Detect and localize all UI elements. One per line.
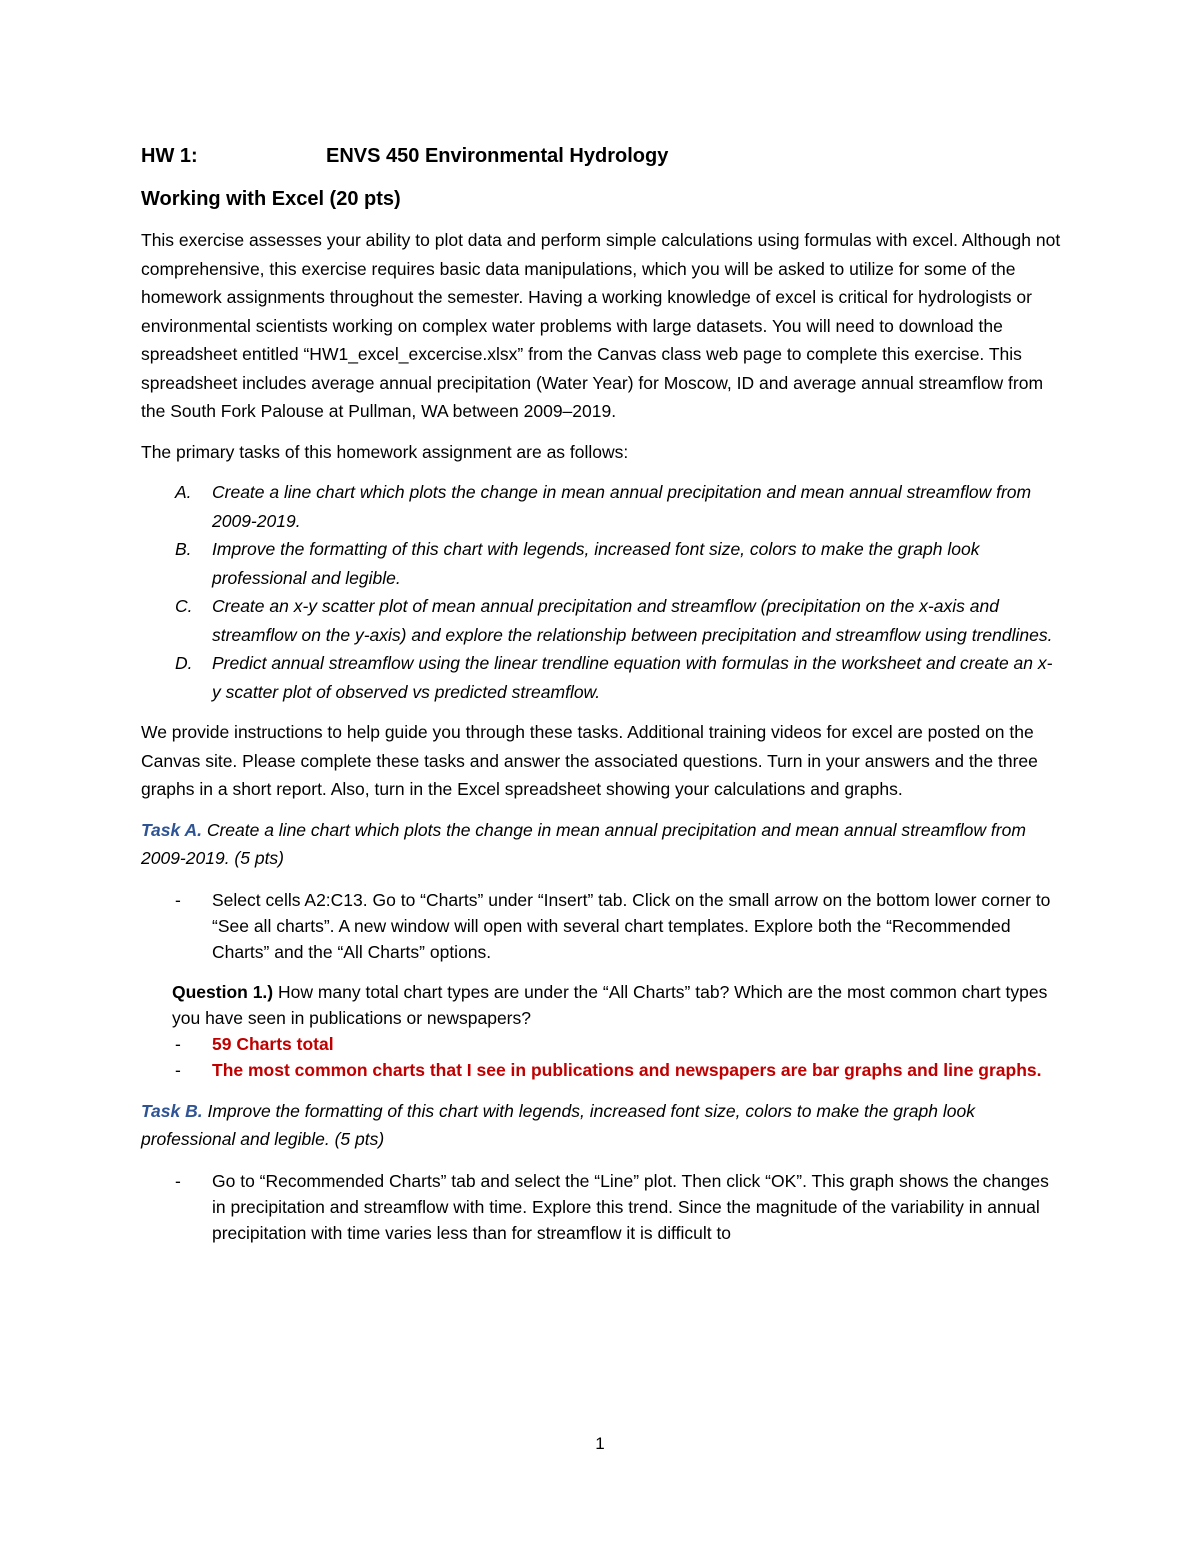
- intro-paragraph: This exercise assesses your ability to plot data and perform simple calculations using formulas with excel. Although not comprehensive, this exercise requires basic data manipulations, which you will be asked to utilize for some of the homework assignments throughout the semester. Having a working knowledge of excel is critical for hydrologists or environmental scientists working on complex water problems with large datasets. You will need to download the spreadsheet entitled “HW1_excel_excercise.xlsx” from the Canvas class web page to complete this exercise. This spreadsheet includes average annual precipitation (Water Year) for Moscow, ID and average annual streamflow from the South Fork Palouse at Pullman, WA between 2009–2019.: [141, 230, 1061, 421]
- homework-number: HW 1:: [141, 145, 198, 167]
- task-marker: A.: [175, 482, 192, 502]
- task-b-label: Task B.: [141, 1100, 203, 1121]
- question-1-answers: [141, 1031, 1061, 1083]
- task-list: [141, 478, 1061, 706]
- task-b-heading: [141, 1097, 1061, 1154]
- task-item: [141, 535, 1061, 592]
- task-b-text: Improve the formatting of this chart with legends, increased font size, colors to make the graph look professional and legible. (5 pts): [141, 1100, 975, 1149]
- answer-text: 59 Charts total: [212, 1033, 334, 1054]
- task-a-step-text: Select cells A2:C13. Go to “Charts” under “Insert” tab. Click on the small arrow on the bottom lower corner to “See all charts”. A new window will open with several chart templates. Explore both the “Recommended Charts” and the “All Charts” options.: [212, 889, 1051, 962]
- assignment-subtitle: Working with Excel (20 pts): [141, 188, 401, 210]
- answer-item: [172, 1057, 1061, 1083]
- dash-marker: -: [175, 1170, 181, 1191]
- task-a-text: Create a line chart which plots the change in mean annual precipitation and mean annual streamflow from 2009-2019. (5 pts): [141, 819, 1026, 868]
- task-marker: C.: [175, 596, 193, 616]
- question-1-label: Question 1.): [172, 981, 274, 1002]
- task-marker: B.: [175, 539, 192, 559]
- task-text: Create a line chart which plots the change in mean annual precipitation and mean annual streamflow from 2009-2019.: [212, 482, 1032, 531]
- task-item: [141, 649, 1061, 706]
- answer-text: The most common charts that I see in publications and newspapers are bar graphs and line graphs.: [212, 1059, 1042, 1080]
- task-a-heading: [141, 816, 1061, 873]
- task-text: Improve the formatting of this chart with legends, increased font size, colors to make the graph look professional and legible.: [212, 539, 980, 588]
- task-b-steps: [141, 1168, 1061, 1246]
- task-a-label: Task A.: [141, 819, 202, 840]
- document-body: [141, 140, 1061, 1260]
- tasks-intro: The primary tasks of this homework assignment are as follows:: [141, 441, 629, 462]
- answer-item: [172, 1031, 1061, 1057]
- task-text: Predict annual streamflow using the linear trendline equation with formulas in the worksheet and create an x-y scatter plot of observed vs predicted streamflow.: [212, 653, 1053, 702]
- question-1: [141, 979, 1061, 1031]
- course-title: ENVS 450 Environmental Hydrology: [326, 145, 669, 167]
- question-1-text: How many total chart types are under the “All Charts” tab? Which are the most common chart types you have seen in publications or newspapers?: [172, 981, 1048, 1028]
- dash-marker: -: [175, 1059, 181, 1080]
- task-b-step-text: Go to “Recommended Charts” tab and select the “Line” plot. Then click “OK”. This graph shows the changes in precipitation and streamflow with time. Explore this trend. Since the magnitude of the variability in annual precipitation with time varies less than for streamflow it is difficult to: [212, 1170, 1049, 1243]
- page-number: 1: [595, 1434, 605, 1453]
- task-marker: D.: [175, 653, 193, 673]
- task-text: Create an x-y scatter plot of mean annual precipitation and streamflow (precipitation on the x-axis and streamflow on the y-axis) and explore the relationship between precipitation and streamflow using trendlines.: [212, 596, 1053, 645]
- task-b-step: [141, 1168, 1061, 1246]
- instructions-paragraph: We provide instructions to help guide you through these tasks. Additional training videos for excel are posted on the Canvas site. Please complete these tasks and answer the associated questions. Turn in your answers and the three graphs in a short report. Also, turn in the Excel spreadsheet showing your calculations and graphs.: [141, 722, 1038, 799]
- task-a-steps: [141, 887, 1061, 965]
- task-a-step: [141, 887, 1061, 965]
- dash-marker: -: [175, 1033, 181, 1054]
- document-title: [141, 140, 1061, 172]
- task-item: [141, 592, 1061, 649]
- task-item: [141, 478, 1061, 535]
- dash-marker: -: [175, 889, 181, 910]
